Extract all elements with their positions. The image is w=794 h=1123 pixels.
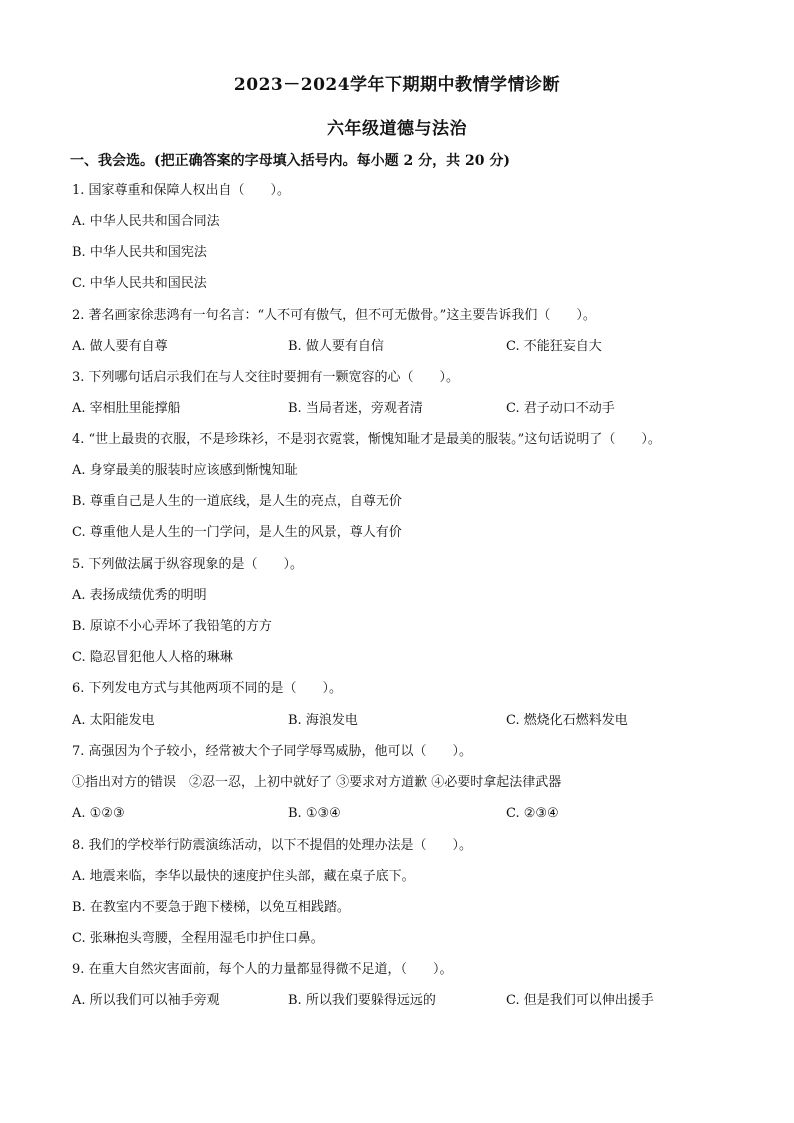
option: C. 不能狂妄自大 xyxy=(506,339,602,354)
question-stem: 9. 在重大自然灾害面前，每个人的力量都显得微不足道，（ ）。 xyxy=(72,962,453,977)
question-stem: 5. 下列做法属于纵容现象的是（ ）。 xyxy=(72,557,304,572)
option: C. 燃烧化石燃料发电 xyxy=(506,713,628,728)
exam-subtitle: 六年级道德与法治 xyxy=(327,119,467,139)
option: C. 但是我们可以伸出援手 xyxy=(506,993,654,1008)
option-row xyxy=(72,805,772,823)
option-row xyxy=(72,338,772,356)
question-stem: 8. 我们的学校举行防震演练活动，以下不提倡的处理办法是（ ）。 xyxy=(72,838,473,853)
question-stem: 7. 高强因为个子较小，经常被大个子同学辱骂威胁，他可以（ ）。 xyxy=(72,744,473,759)
option: B. 尊重自己是人生的一道底线，是人生的亮点，自尊无价 xyxy=(72,494,402,509)
option-row xyxy=(72,712,772,730)
option: C. 中华人民共和国民法 xyxy=(72,276,207,291)
question-stem: 1. 国家尊重和保障人权出自（ ）。 xyxy=(72,183,291,198)
option: C. 张琳抱头弯腰，全程用湿毛巾护住口鼻。 xyxy=(72,931,324,946)
option: C. 君子动口不动手 xyxy=(506,401,615,416)
question-statements: ①指出对方的错误 ②忍一忍，上初中就好了 ③要求对方道歉 ④必要时拿起法律武器 xyxy=(72,775,562,790)
option: B. ①③④ xyxy=(288,806,341,821)
question-stem: 4. “世上最贵的衣服，不是珍珠衫，不是羽衣霓裳，惭愧知耻才是最美的服装。”这句话说明了（ ）。 xyxy=(72,432,661,447)
option: A. 身穿最美的服装时应该感到惭愧知耻 xyxy=(72,463,298,478)
question-stem: 2. 著名画家徐悲鸿有一句名言：“人不可有傲气，但不可无傲骨。”这主要告诉我们（ ）。 xyxy=(72,308,596,323)
option: A. ①②③ xyxy=(72,806,125,821)
section-heading: 一、我会选。(把正确答案的字母填入括号内。每小题 2 分，共 20 分) xyxy=(70,153,510,169)
option: B. 做人要有自信 xyxy=(288,339,384,354)
option: B. 原谅不小心弄坏了我铅笔的方方 xyxy=(72,619,272,634)
option: A. 地震来临，李华以最快的速度护住头部，藏在桌子底下。 xyxy=(72,869,415,884)
option: C. 隐忍冒犯他人人格的琳琳 xyxy=(72,650,233,665)
option: C. 尊重他人是人生的一门学问，是人生的风景，尊人有价 xyxy=(72,525,402,540)
option-row xyxy=(72,400,772,418)
option: B. 所以我们要躲得远远的 xyxy=(288,993,436,1008)
option: B. 当局者迷，旁观者清 xyxy=(288,401,423,416)
option: A. 做人要有自尊 xyxy=(72,339,168,354)
exam-title: 2023－2024学年下期期中教情学情诊断 xyxy=(233,75,561,95)
question-stem: 6. 下列发电方式与其他两项不同的是（ ）。 xyxy=(72,681,343,696)
option: A. 表扬成绩优秀的明明 xyxy=(72,588,207,603)
option: C. ②③④ xyxy=(506,806,559,821)
question-stem: 3. 下列哪句话启示我们在与人交往时要拥有一颗宽容的心（ ）。 xyxy=(72,370,460,385)
option: B. 中华人民共和国宪法 xyxy=(72,245,207,260)
option: A. 中华人民共和国合同法 xyxy=(72,214,220,229)
option: A. 所以我们可以袖手旁观 xyxy=(72,993,220,1008)
option: A. 宰相肚里能撑船 xyxy=(72,401,181,416)
option: A. 太阳能发电 xyxy=(72,713,155,728)
option-row xyxy=(72,992,772,1010)
option: B. 海浪发电 xyxy=(288,713,358,728)
option: B. 在教室内不要急于跑下楼梯，以免互相践踏。 xyxy=(72,900,350,915)
